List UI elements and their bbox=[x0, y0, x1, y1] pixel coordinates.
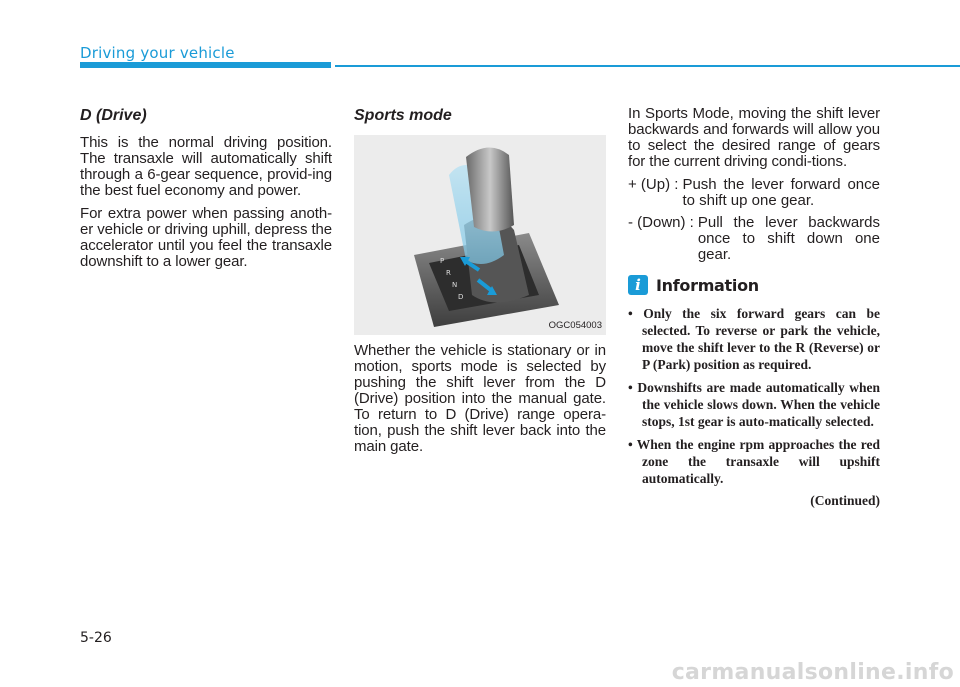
column-sports-mode bbox=[354, 106, 606, 462]
column-drive bbox=[80, 106, 332, 277]
shift-down-item bbox=[628, 215, 880, 263]
information-bullet: • When the engine rpm approaches the red zone the transaxle will upshift automatically. bbox=[628, 437, 880, 486]
gate-letter: P bbox=[440, 257, 445, 265]
shift-up-item bbox=[628, 177, 880, 209]
drive-heading: D (Drive) bbox=[80, 107, 147, 124]
header-rule-thin bbox=[335, 65, 960, 67]
gate-letter: N bbox=[452, 281, 458, 289]
information-title: Information bbox=[656, 275, 759, 295]
sports-mode-paragraph: Whether the vehicle is stationary or in motion, sports mode is selected by pushing the shift lever from the D (Drive) position into the manual gate. To return to D (Drive) range opera-tion, push the shift lever back into the main gate. bbox=[354, 342, 606, 455]
information-icon: i bbox=[628, 275, 648, 295]
gate-letter: D bbox=[458, 293, 464, 301]
gate-letter: R bbox=[446, 269, 451, 277]
shift-up-key: + (Up) : bbox=[628, 176, 679, 193]
shift-lever-illustration bbox=[354, 135, 606, 335]
shift-down-key: - (Down) : bbox=[628, 214, 694, 231]
column-sports-shift bbox=[628, 106, 880, 509]
watermark: carmanualsonline.info bbox=[671, 660, 954, 685]
information-bullet: • Downshifts are made automatically when the vehicle slows down. When the vehicle stops, 1st gear is auto-matically selected. bbox=[628, 380, 880, 429]
shift-lever-figure bbox=[354, 135, 606, 335]
header-rule-thick bbox=[80, 62, 331, 68]
information-header bbox=[628, 275, 880, 295]
page-number: 5-26 bbox=[80, 630, 112, 646]
information-bullet: • Only the six forward gears can be selected. To reverse or park the vehicle, move the shift lever to the R (Reverse) or P (Park) position as required. bbox=[628, 306, 880, 372]
section-title: Driving your vehicle bbox=[80, 44, 235, 62]
drive-paragraph: This is the normal driving position. The transaxle will automatically shift through a 6-gear sequence, provid-ing the best fuel economy and power. bbox=[80, 134, 332, 199]
sports-mode-heading: Sports mode bbox=[354, 107, 452, 124]
drive-paragraph: For extra power when passing anoth-er vehicle or driving uphill, depress the accelerator until you feel the transaxle downshift to a lower gear. bbox=[80, 205, 332, 270]
sports-intro-paragraph: In Sports Mode, moving the shift lever backwards and forwards will allow you to select the desired range of gears for the current driving condi-tions. bbox=[628, 105, 880, 170]
continued-label: (Continued) bbox=[810, 493, 880, 508]
shift-down-desc: Pull the lever backwards once to shift down one gear. bbox=[697, 214, 880, 263]
shift-up-desc: Push the lever forward once to shift up one gear. bbox=[682, 176, 880, 209]
figure-code: OGC054003 bbox=[548, 320, 602, 331]
